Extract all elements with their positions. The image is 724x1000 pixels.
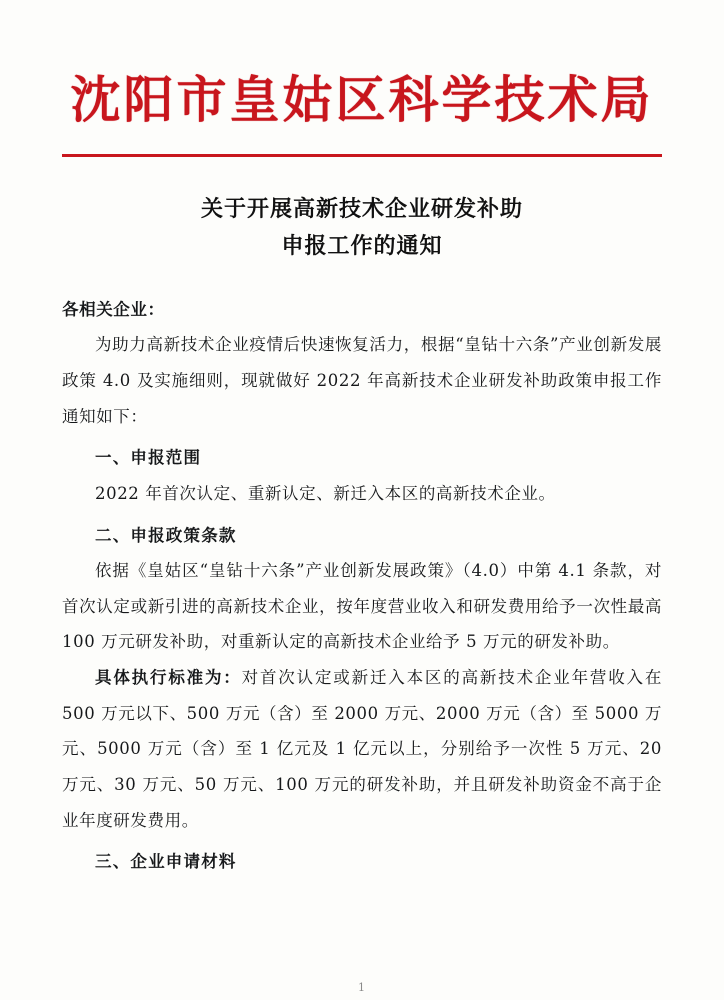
page-title-line-2: 申报工作的通知 bbox=[281, 233, 443, 260]
page-title-line-1: 关于开展高新技术企业研发补助 bbox=[200, 196, 523, 222]
document-body bbox=[62, 292, 662, 880]
page-title bbox=[62, 191, 662, 266]
execution-standard-text: 对首次认定或新迁入本区的高新技术企业年营收入在 500 万元以下、500 万元（含）至 2000 万元、2000 万元（含）至 5000 万元、5000 万元（含）至 1 亿元及 1 亿元以上，分别给予一次性 5 万元、20 万元、30 万元、50 万元、100 万元的研发补助，并且研发补助资金不高于企业年度研发费用。 bbox=[62, 668, 662, 830]
section-1-paragraph-1: 2022 年首次认定、重新认定、新迁入本区的高新技术企业。 bbox=[95, 483, 556, 503]
section-2-paragraph-1: 依据《皇姑区“皇钻十六条”产业创新发展政策》（4.0）中第 4.1 条款，对首次认定或新引进的高新技术企业，按年度营业收入和研发费用给予一次性最高 100 万元研发补助，对重新认定的高新技术企业给予 5 万元的研发补助。 bbox=[62, 561, 662, 652]
organization-name: 沈阳市皇姑区科学技术局 bbox=[70, 70, 654, 129]
section-heading-3: 三、企业申请材料 bbox=[95, 852, 237, 872]
page-number: 1 bbox=[358, 981, 366, 994]
intro-paragraph: 为助力高新技术企业疫情后快速恢复活力，根据“皇钻十六条”产业创新发展政策 4.0 及实施细则，现就做好 2022 年高新技术企业研发补助政策申报工作通知如下： bbox=[62, 335, 662, 426]
salutation: 各相关企业： bbox=[62, 299, 165, 319]
section-heading-2: 二、申报政策条款 bbox=[95, 525, 237, 545]
execution-standard-paragraph bbox=[62, 660, 662, 838]
execution-standard-lead: 具体执行标准为： bbox=[95, 668, 242, 688]
section-heading-1: 一、申报范围 bbox=[95, 448, 202, 468]
letterhead-divider bbox=[62, 154, 662, 157]
letterhead bbox=[62, 0, 662, 157]
